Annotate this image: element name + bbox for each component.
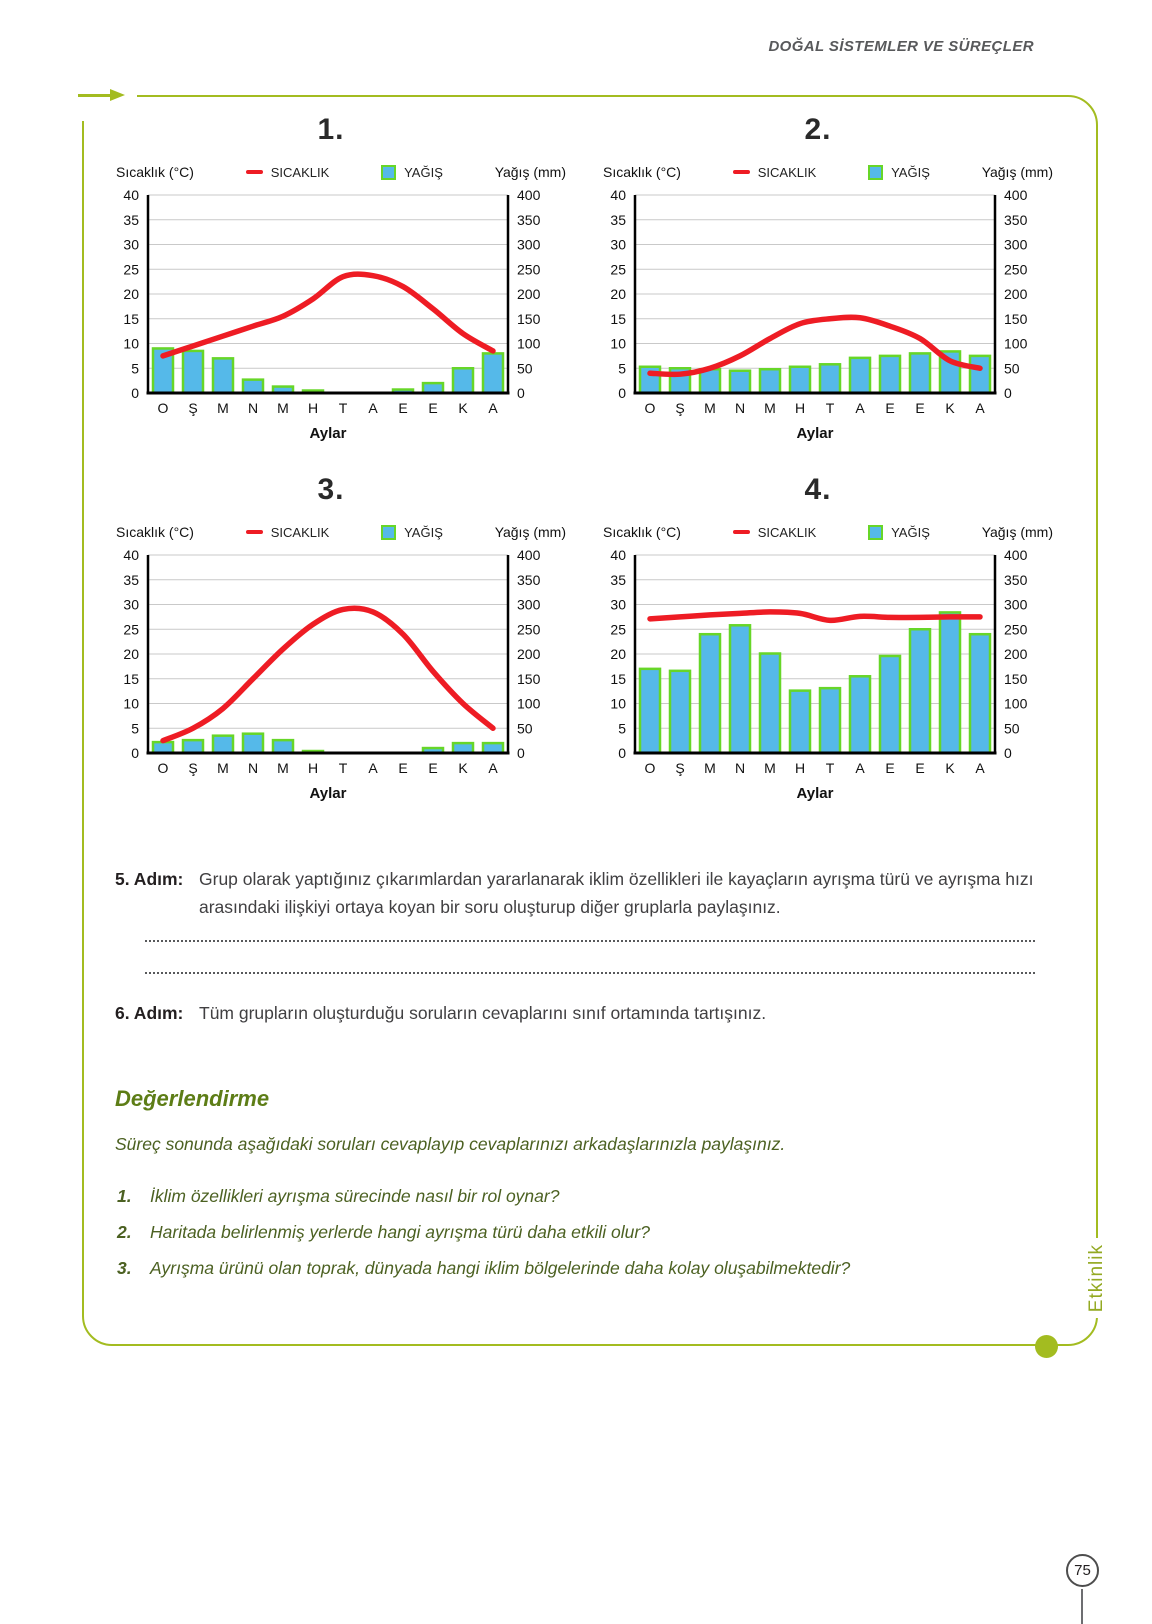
x-axis-title: Aylar [796,785,834,802]
svg-text:N: N [247,760,259,776]
svg-text:E: E [398,400,408,416]
svg-text:150: 150 [1004,310,1028,327]
svg-text:20: 20 [123,286,139,302]
svg-text:0: 0 [131,745,139,761]
temperature-line-swatch [733,530,750,534]
svg-text:350: 350 [1004,571,1028,588]
side-tab-label: Etkinlik [1086,1243,1107,1313]
svg-text:M: M [764,400,776,416]
svg-text:350: 350 [517,571,541,588]
svg-text:40: 40 [123,547,139,563]
svg-text:Ş: Ş [188,760,198,776]
svg-text:50: 50 [517,720,533,737]
chart-title: 2. [804,113,832,146]
svg-text:150: 150 [517,310,541,327]
svg-text:0: 0 [517,745,525,761]
question-text: Ayrışma ürünü olan toprak, dünyada hangi iklim bölgelerinde daha kolay oluşabilmektedir? [150,1258,851,1278]
svg-text:40: 40 [123,187,139,203]
page-header-title: DOĞAL SİSTEMLER VE SÜREÇLER [768,38,1034,55]
svg-text:0: 0 [618,745,626,761]
svg-text:H: H [794,760,806,776]
svg-text:20: 20 [610,646,626,662]
svg-text:40: 40 [610,547,626,563]
svg-text:M: M [764,760,776,776]
step-6-label: 6. Adım: [115,1003,184,1023]
climograph-plot [96,185,566,447]
evaluation-question-1 [117,1186,559,1207]
climate-chart-4 [583,473,1053,807]
answer-line [145,972,1035,974]
svg-text:150: 150 [1004,670,1028,687]
svg-text:300: 300 [517,236,541,253]
x-axis-title: Aylar [309,425,347,442]
svg-text:H: H [794,400,806,416]
svg-text:10: 10 [123,335,139,352]
svg-text:E: E [885,760,895,776]
svg-text:300: 300 [1004,236,1028,253]
svg-text:25: 25 [610,261,626,278]
precipitation-bars [640,612,990,753]
svg-text:30: 30 [610,236,626,253]
svg-text:250: 250 [1004,621,1028,638]
svg-text:A: A [488,400,498,416]
precipitation-bar-swatch [381,165,396,180]
gridlines [148,555,508,728]
climate-chart-1 [96,113,566,447]
left-axis-title: Sıcaklık (°C) [116,524,194,540]
svg-text:100: 100 [1004,695,1028,712]
svg-text:5: 5 [618,360,626,377]
svg-text:200: 200 [1004,286,1028,302]
frame-gap-left [79,93,87,121]
temperature-line [650,612,980,620]
right-axis-title: Yağış (mm) [981,524,1053,540]
svg-text:M: M [217,760,229,776]
svg-text:15: 15 [123,310,139,327]
svg-text:E: E [398,760,408,776]
page-number: 75 [1074,1562,1091,1579]
svg-text:300: 300 [1004,596,1028,613]
svg-text:M: M [704,760,716,776]
temperature-legend-label: SICAKLIK [757,164,817,180]
climograph-plot [96,545,566,807]
svg-text:50: 50 [517,360,533,377]
right-axis-title: Yağış (mm) [494,524,566,540]
svg-text:A: A [855,400,865,416]
precipitation-legend-label: YAĞIŞ [891,524,930,540]
svg-text:35: 35 [123,211,139,228]
svg-text:400: 400 [517,547,541,563]
svg-text:100: 100 [517,695,541,712]
precipitation-bar-swatch [868,165,883,180]
svg-text:Ş: Ş [675,400,685,416]
svg-text:O: O [157,760,169,776]
page-number-line [1081,1589,1083,1624]
arrow-head-icon [110,89,125,101]
svg-text:M: M [217,400,229,416]
svg-text:400: 400 [517,187,541,203]
evaluation-heading: Değerlendirme [115,1086,270,1111]
climograph-plot [583,545,1053,807]
svg-text:A: A [368,400,378,416]
svg-text:E: E [428,760,438,776]
svg-text:T: T [338,400,348,416]
svg-text:30: 30 [610,596,626,613]
svg-text:400: 400 [1004,547,1028,563]
side-tab [1083,1238,1111,1318]
svg-text:100: 100 [1004,335,1028,352]
chart-legend [583,519,1053,545]
svg-text:50: 50 [1004,720,1020,737]
svg-text:A: A [975,760,985,776]
svg-text:Ş: Ş [188,400,198,416]
svg-text:350: 350 [1004,211,1028,228]
svg-text:N: N [734,760,746,776]
left-axis-title: Sıcaklık (°C) [603,524,681,540]
question-text: İklim özellikleri ayrışma sürecinde nasıl bir rol oynar? [150,1186,560,1206]
chart-title: 4. [804,473,832,506]
svg-text:0: 0 [1004,385,1012,401]
svg-text:M: M [704,400,716,416]
svg-text:20: 20 [123,646,139,662]
svg-text:K: K [458,400,468,416]
evaluation-question-3 [117,1258,850,1279]
right-axis-title: Yağış (mm) [981,164,1053,180]
svg-text:K: K [945,400,955,416]
svg-text:50: 50 [1004,360,1020,377]
svg-text:H: H [307,760,319,776]
precipitation-legend-label: YAĞIŞ [404,164,443,180]
svg-text:20: 20 [610,286,626,302]
month-labels [645,400,986,416]
question-text: Haritada belirlenmiş yerlerde hangi ayrışma türü daha etkili olur? [150,1222,650,1242]
svg-text:T: T [825,400,835,416]
frame-dot [1035,1335,1058,1358]
svg-text:M: M [277,400,289,416]
gridlines [635,195,995,368]
svg-text:O: O [644,760,656,776]
precipitation-legend-label: YAĞIŞ [404,524,443,540]
svg-text:0: 0 [517,385,525,401]
precipitation-bars [153,348,503,393]
svg-text:0: 0 [1004,745,1012,761]
temperature-legend-label: SICAKLIK [757,524,817,540]
temperature-line-swatch [246,170,263,174]
svg-text:250: 250 [1004,261,1028,278]
left-axis-title: Sıcaklık (°C) [603,164,681,180]
svg-text:E: E [428,400,438,416]
chart-title: 1. [317,113,345,146]
svg-text:300: 300 [517,596,541,613]
svg-text:15: 15 [610,670,626,687]
svg-text:200: 200 [517,286,541,302]
svg-text:O: O [157,400,169,416]
svg-text:25: 25 [610,621,626,638]
svg-text:A: A [975,400,985,416]
svg-text:T: T [825,760,835,776]
question-number: 2. [117,1222,132,1242]
precipitation-bar-swatch [868,525,883,540]
svg-text:30: 30 [123,596,139,613]
step-5 [115,866,1039,921]
svg-text:A: A [368,760,378,776]
temperature-line-swatch [733,170,750,174]
page-number-badge [1066,1554,1099,1587]
svg-text:5: 5 [131,360,139,377]
precipitation-bar-swatch [381,525,396,540]
step-6 [115,1000,1039,1028]
x-axis-title: Aylar [796,425,834,442]
svg-text:400: 400 [1004,187,1028,203]
svg-text:30: 30 [123,236,139,253]
climate-chart-2 [583,113,1053,447]
chart-legend [96,519,566,545]
svg-text:25: 25 [123,261,139,278]
svg-text:N: N [734,400,746,416]
left-axis-title: Sıcaklık (°C) [116,164,194,180]
climate-chart-3 [96,473,566,807]
evaluation-intro: Süreç sonunda aşağıdaki soruları cevaplayıp cevaplarınızı arkadaşlarınızla paylaşınız. [115,1134,786,1154]
svg-text:15: 15 [123,670,139,687]
chart-legend [583,159,1053,185]
evaluation-question-2 [117,1222,650,1243]
svg-text:350: 350 [517,211,541,228]
climograph-plot [583,185,1053,447]
temperature-legend-label: SICAKLIK [270,164,330,180]
svg-text:H: H [307,400,319,416]
month-labels [645,760,986,776]
svg-text:0: 0 [131,385,139,401]
svg-text:5: 5 [618,720,626,737]
svg-text:100: 100 [517,335,541,352]
svg-text:T: T [338,760,348,776]
precipitation-bars [153,734,503,753]
question-number: 3. [117,1258,132,1278]
temperature-line [163,608,493,740]
svg-text:25: 25 [123,621,139,638]
svg-text:250: 250 [517,621,541,638]
svg-text:200: 200 [517,646,541,662]
svg-text:10: 10 [123,695,139,712]
svg-text:Ş: Ş [675,760,685,776]
temperature-line-swatch [246,530,263,534]
svg-text:K: K [458,760,468,776]
svg-text:0: 0 [618,385,626,401]
svg-text:40: 40 [610,187,626,203]
svg-text:35: 35 [610,211,626,228]
svg-text:35: 35 [123,571,139,588]
svg-text:A: A [855,760,865,776]
svg-text:N: N [247,400,259,416]
svg-text:10: 10 [610,335,626,352]
svg-text:E: E [915,400,925,416]
temperature-legend-label: SICAKLIK [270,524,330,540]
svg-text:5: 5 [131,720,139,737]
svg-text:A: A [488,760,498,776]
x-axis-title: Aylar [309,785,347,802]
step-5-label: 5. Adım: [115,869,184,889]
svg-text:15: 15 [610,310,626,327]
svg-text:250: 250 [517,261,541,278]
arrow-icon [78,94,111,97]
svg-text:10: 10 [610,695,626,712]
right-axis-title: Yağış (mm) [494,164,566,180]
answer-line [145,940,1035,942]
svg-text:M: M [277,760,289,776]
svg-text:E: E [915,760,925,776]
svg-text:K: K [945,760,955,776]
month-labels [158,760,499,776]
svg-text:150: 150 [517,670,541,687]
chart-legend [96,159,566,185]
chart-title: 3. [317,473,345,506]
svg-text:E: E [885,400,895,416]
svg-text:35: 35 [610,571,626,588]
svg-text:O: O [644,400,656,416]
step-6-text: Tüm grupların oluşturduğu soruların cevaplarını sınıf ortamında tartışınız. [199,1003,767,1023]
month-labels [158,400,499,416]
precipitation-legend-label: YAĞIŞ [891,164,930,180]
svg-text:200: 200 [1004,646,1028,662]
question-number: 1. [117,1186,132,1206]
step-5-text: Grup olarak yaptığınız çıkarımlardan yararlanarak iklim özellikleri ile kayaçların ayrışma türü ve ayrışma hızı arasındaki ilişkiyi ortaya koyan bir soru oluşturup diğer gruplarla paylaşınız. [199,869,1034,917]
